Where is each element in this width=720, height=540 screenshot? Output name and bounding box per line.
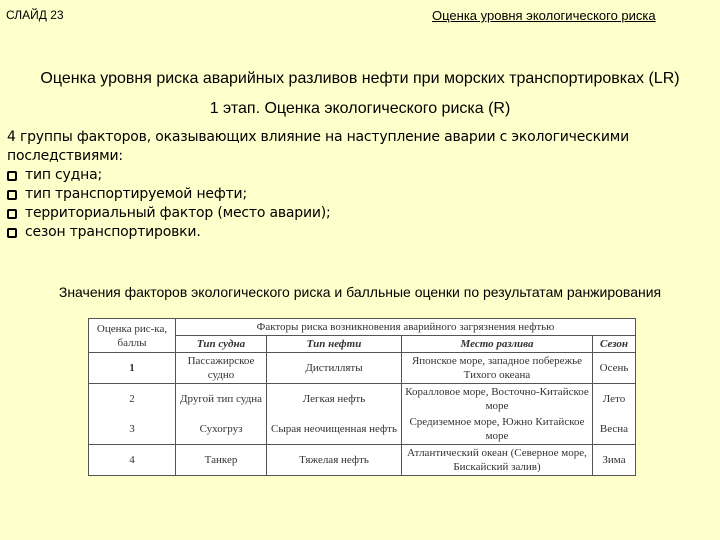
table-cell: Легкая нефть	[267, 384, 402, 415]
list-item	[7, 185, 687, 204]
bullet-text: тип транспортируемой нефти;	[25, 186, 247, 202]
table-cell: Осень	[593, 353, 636, 384]
slide-title: Оценка уровня риска аварийных разливов нефти при морских транспортировках (LR)	[40, 70, 680, 87]
table-row	[89, 414, 636, 445]
column-header: Тип нефти	[267, 336, 402, 353]
list-item	[7, 204, 687, 223]
table-cell: Весна	[593, 414, 636, 445]
table-cell: Другой тип судна	[176, 384, 267, 415]
column-header: Тип судна	[176, 336, 267, 353]
table-cell: Пассажирское судно	[176, 353, 267, 384]
table-caption: Значения факторов экологического риска и балльные оценки по результатам ранжирования	[58, 284, 662, 300]
score-cell: 4	[89, 445, 176, 476]
table-cell: Средиземное море, Южно Китайское море	[402, 414, 593, 445]
table-row	[89, 384, 636, 415]
checkbox-bullet-icon	[7, 190, 17, 200]
table-cell: Сырая неочищенная нефть	[267, 414, 402, 445]
table-row	[89, 445, 636, 476]
stage-heading: 1 этап. Оценка экологического риска (R)	[209, 100, 511, 117]
score-cell: 1	[89, 353, 176, 384]
table-cell: Тяжелая нефть	[267, 445, 402, 476]
checkbox-bullet-icon	[7, 228, 17, 238]
table-cell: Атлантический океан (Северное море, Бискайский залив)	[402, 445, 593, 476]
checkbox-bullet-icon	[7, 171, 17, 181]
group-header: Факторы риска возникновения аварийного загрязнения нефтью	[176, 319, 636, 336]
list-item	[7, 166, 687, 185]
score-cell: 2	[89, 384, 176, 415]
intro-text: 4 группы факторов, оказывающих влияние на наступление аварии с экологическими последствиями:	[7, 129, 630, 164]
slide-number: СЛАЙД 23	[6, 8, 64, 22]
score-cell: 3	[89, 414, 176, 445]
table-cell: Коралловое море, Восточно-Китайское море	[402, 384, 593, 415]
factors-text	[7, 128, 687, 242]
list-item	[7, 223, 687, 242]
score-header: Оценка рис-ка, баллы	[89, 319, 176, 353]
bullet-text: территориальный фактор (место аварии);	[25, 205, 331, 221]
table-cell: Дистилляты	[267, 353, 402, 384]
bullet-text: тип судна;	[25, 167, 102, 183]
risk-factors-table	[88, 318, 636, 476]
table-cell: Зима	[593, 445, 636, 476]
table-cell: Сухогруз	[176, 414, 267, 445]
table-cell: Лето	[593, 384, 636, 415]
column-header: Сезон	[593, 336, 636, 353]
table-row	[89, 353, 636, 384]
table-cell: Японское море, западное побережье Тихого океана	[402, 353, 593, 384]
bullet-text: сезон транспортировки.	[25, 224, 201, 240]
table-cell: Танкер	[176, 445, 267, 476]
checkbox-bullet-icon	[7, 209, 17, 219]
header-link[interactable]: Оценка уровня экологического риска	[432, 8, 656, 23]
column-header: Место разлива	[402, 336, 593, 353]
